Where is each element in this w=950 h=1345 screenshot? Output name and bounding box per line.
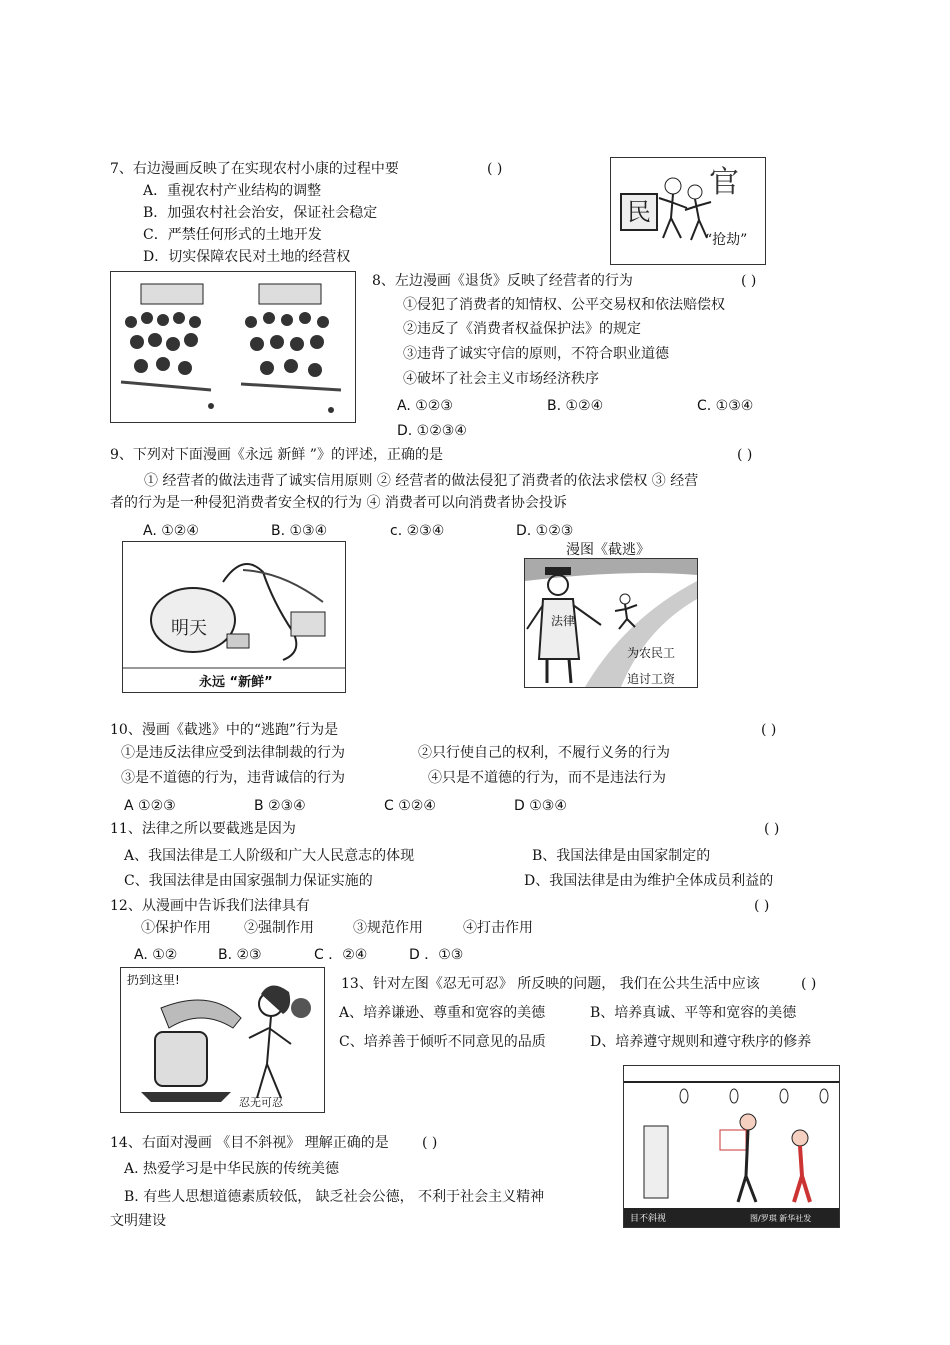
forever-fresh-comic-caption: 永远 “新鲜” — [199, 675, 273, 690]
escape-comic-caption-1: 为农民工 — [627, 646, 676, 660]
looking-ahead-comic — [623, 1065, 840, 1228]
looking-ahead-comic-title: 目不斜视 — [630, 1214, 667, 1224]
q10-option-c: C ①②④ — [384, 798, 436, 814]
q8-item-3: ③违背了诚实守信的原则，不符合职业道德 — [403, 346, 669, 362]
q10-option-b: B ②③④ — [254, 798, 306, 814]
q12-option-b: B. ②③ — [218, 947, 262, 963]
q11-option-a: A、我国法律是工人阶级和广大人民意志的体现 — [124, 848, 415, 864]
robbery-comic-char-a: 民 — [627, 198, 651, 226]
q8-option-a: A. ①②③ — [397, 398, 453, 414]
q12-item-3: ③规范作用 — [353, 920, 423, 936]
q13-answer-paren: ( ) — [801, 976, 817, 992]
q8-option-b: B. ①②④ — [547, 398, 604, 414]
looking-ahead-comic-credit: 图/罗琪 新华社发 — [750, 1214, 812, 1223]
q14-option-b-continued: 文明建设 — [110, 1213, 166, 1229]
q10-item-2: ②只行使自己的权利，不履行义务的行为 — [418, 745, 670, 761]
q7-stem: 7、右边漫画反映了在实现农村小康的过程中要 — [110, 161, 399, 177]
q7-answer-paren: ( ) — [487, 161, 503, 177]
q7-option-b: B．加强农村社会治安，保证社会稳定 — [143, 205, 378, 221]
q11-option-b: B、我国法律是由国家制定的 — [532, 848, 711, 864]
q12-item-2: ②强制作用 — [244, 920, 314, 936]
q13-option-b: B、培养真诚、平等和宽容的美德 — [590, 1005, 797, 1021]
q10-option-a: A ①②③ — [124, 798, 176, 814]
escape-comic-law-text: 法律 — [551, 614, 576, 628]
q11-option-d: D、我国法律是由为维护全体成员利益的 — [524, 873, 774, 889]
q14-option-a: A. 热爱学习是中华民族的传统美德 — [124, 1161, 340, 1177]
q13-stem: 13、针对左图《忍无可忍》 所反映的问题， 我们在公共生活中应该 — [341, 976, 760, 992]
escape-comic — [524, 558, 698, 688]
robbery-comic-caption: “抢劫” — [705, 232, 748, 248]
q8-option-d: D. ①②③④ — [397, 423, 467, 439]
q12-item-4: ④打击作用 — [463, 920, 533, 936]
q10-answer-paren: ( ) — [761, 722, 777, 738]
q12-item-1: ①保护作用 — [141, 920, 211, 936]
q10-item-4: ④只是不道德的行为，而不是违法行为 — [428, 770, 666, 786]
q12-option-a: A. ①② — [134, 947, 178, 963]
forever-fresh-comic-bag-text: 明天 — [171, 618, 207, 639]
q8-item-1: ①侵犯了消费者的知情权、公平交易权和依法赔偿权 — [403, 297, 725, 313]
q14-answer-paren: ( ) — [422, 1135, 438, 1151]
q11-option-c: C、我国法律是由国家强制力保证实施的 — [124, 873, 373, 889]
q8-item-4: ④破坏了社会主义市场经济秩序 — [403, 371, 599, 387]
q13-option-a: A、培养谦逊、尊重和宽容的美德 — [339, 1005, 546, 1021]
forever-fresh-comic — [122, 541, 346, 693]
escape-comic-title: 漫图《截逃》 — [566, 542, 650, 558]
robbery-comic — [610, 157, 766, 265]
q7-option-c: C．严禁任何形式的土地开发 — [143, 227, 322, 243]
q14-stem: 14、右面对漫画 《目不斜视》 理解正确的是 — [110, 1135, 389, 1151]
q9-option-a: A. ①②④ — [143, 523, 199, 539]
q8-stem: 8、左边漫画《退货》反映了经营者的行为 — [372, 273, 633, 289]
tolerance-comic-top-text: 扔到这里! — [127, 973, 180, 987]
escape-comic-caption-2: 追讨工资 — [627, 672, 676, 686]
q8-option-c: C. ①③④ — [697, 398, 754, 414]
robbery-comic-char-b: 官 — [709, 165, 739, 200]
q12-option-d: D ．①③ — [409, 947, 464, 963]
return-goods-comic — [110, 271, 356, 423]
q14-option-b: B. 有些人思想道德素质较低， 缺乏社会公德， 不利于社会主义精神 — [124, 1189, 545, 1205]
q11-stem: 11、法律之所以要截逃是因为 — [110, 821, 296, 837]
q9-option-c: c. ②③④ — [390, 523, 445, 539]
q9-option-d: D. ①②③ — [516, 523, 574, 539]
q9-items-line1: ① 经营者的做法违背了诚实信用原则 ② 经营者的做法侵犯了消费者的依法求偿权 ③ 经营 — [144, 473, 699, 489]
q13-option-d: D、培养遵守规则和遵守秩序的修养 — [590, 1034, 812, 1050]
q9-stem: 9、下列对下面漫画《永远 新鲜 ”》的评述，正确的是 — [110, 447, 443, 463]
q13-option-c: C、培养善于倾听不同意见的品质 — [339, 1034, 546, 1050]
tolerance-comic — [120, 967, 325, 1113]
q7-option-d: D．切实保障农民对土地的经营权 — [143, 249, 351, 265]
q12-option-c: C ．②④ — [314, 947, 368, 963]
q10-stem: 10、漫画《截逃》中的“逃跑”行为是 — [110, 722, 339, 738]
q8-item-2: ②违反了《消费者权益保护法》的规定 — [403, 321, 641, 337]
q9-option-b: B. ①③④ — [271, 523, 328, 539]
tolerance-comic-caption: 忍无可忍 — [239, 1096, 283, 1109]
q10-item-3: ③是不道德的行为，违背诚信的行为 — [121, 770, 345, 786]
q12-answer-paren: ( ) — [754, 898, 770, 914]
q8-answer-paren: ( ) — [741, 273, 757, 289]
q10-option-d: D ①③④ — [514, 798, 567, 814]
q9-items-line2: 者的行为是一种侵犯消费者安全权的行为 ④ 消费者可以向消费者协会投诉 — [110, 495, 567, 511]
q10-item-1: ①是违反法律应受到法律制裁的行为 — [121, 745, 345, 761]
q12-stem: 12、从漫画中告诉我们法律具有 — [110, 898, 310, 914]
q11-answer-paren: ( ) — [764, 821, 780, 837]
q7-option-a: A．重视农村产业结构的调整 — [143, 183, 322, 199]
q9-answer-paren: ( ) — [737, 447, 753, 463]
